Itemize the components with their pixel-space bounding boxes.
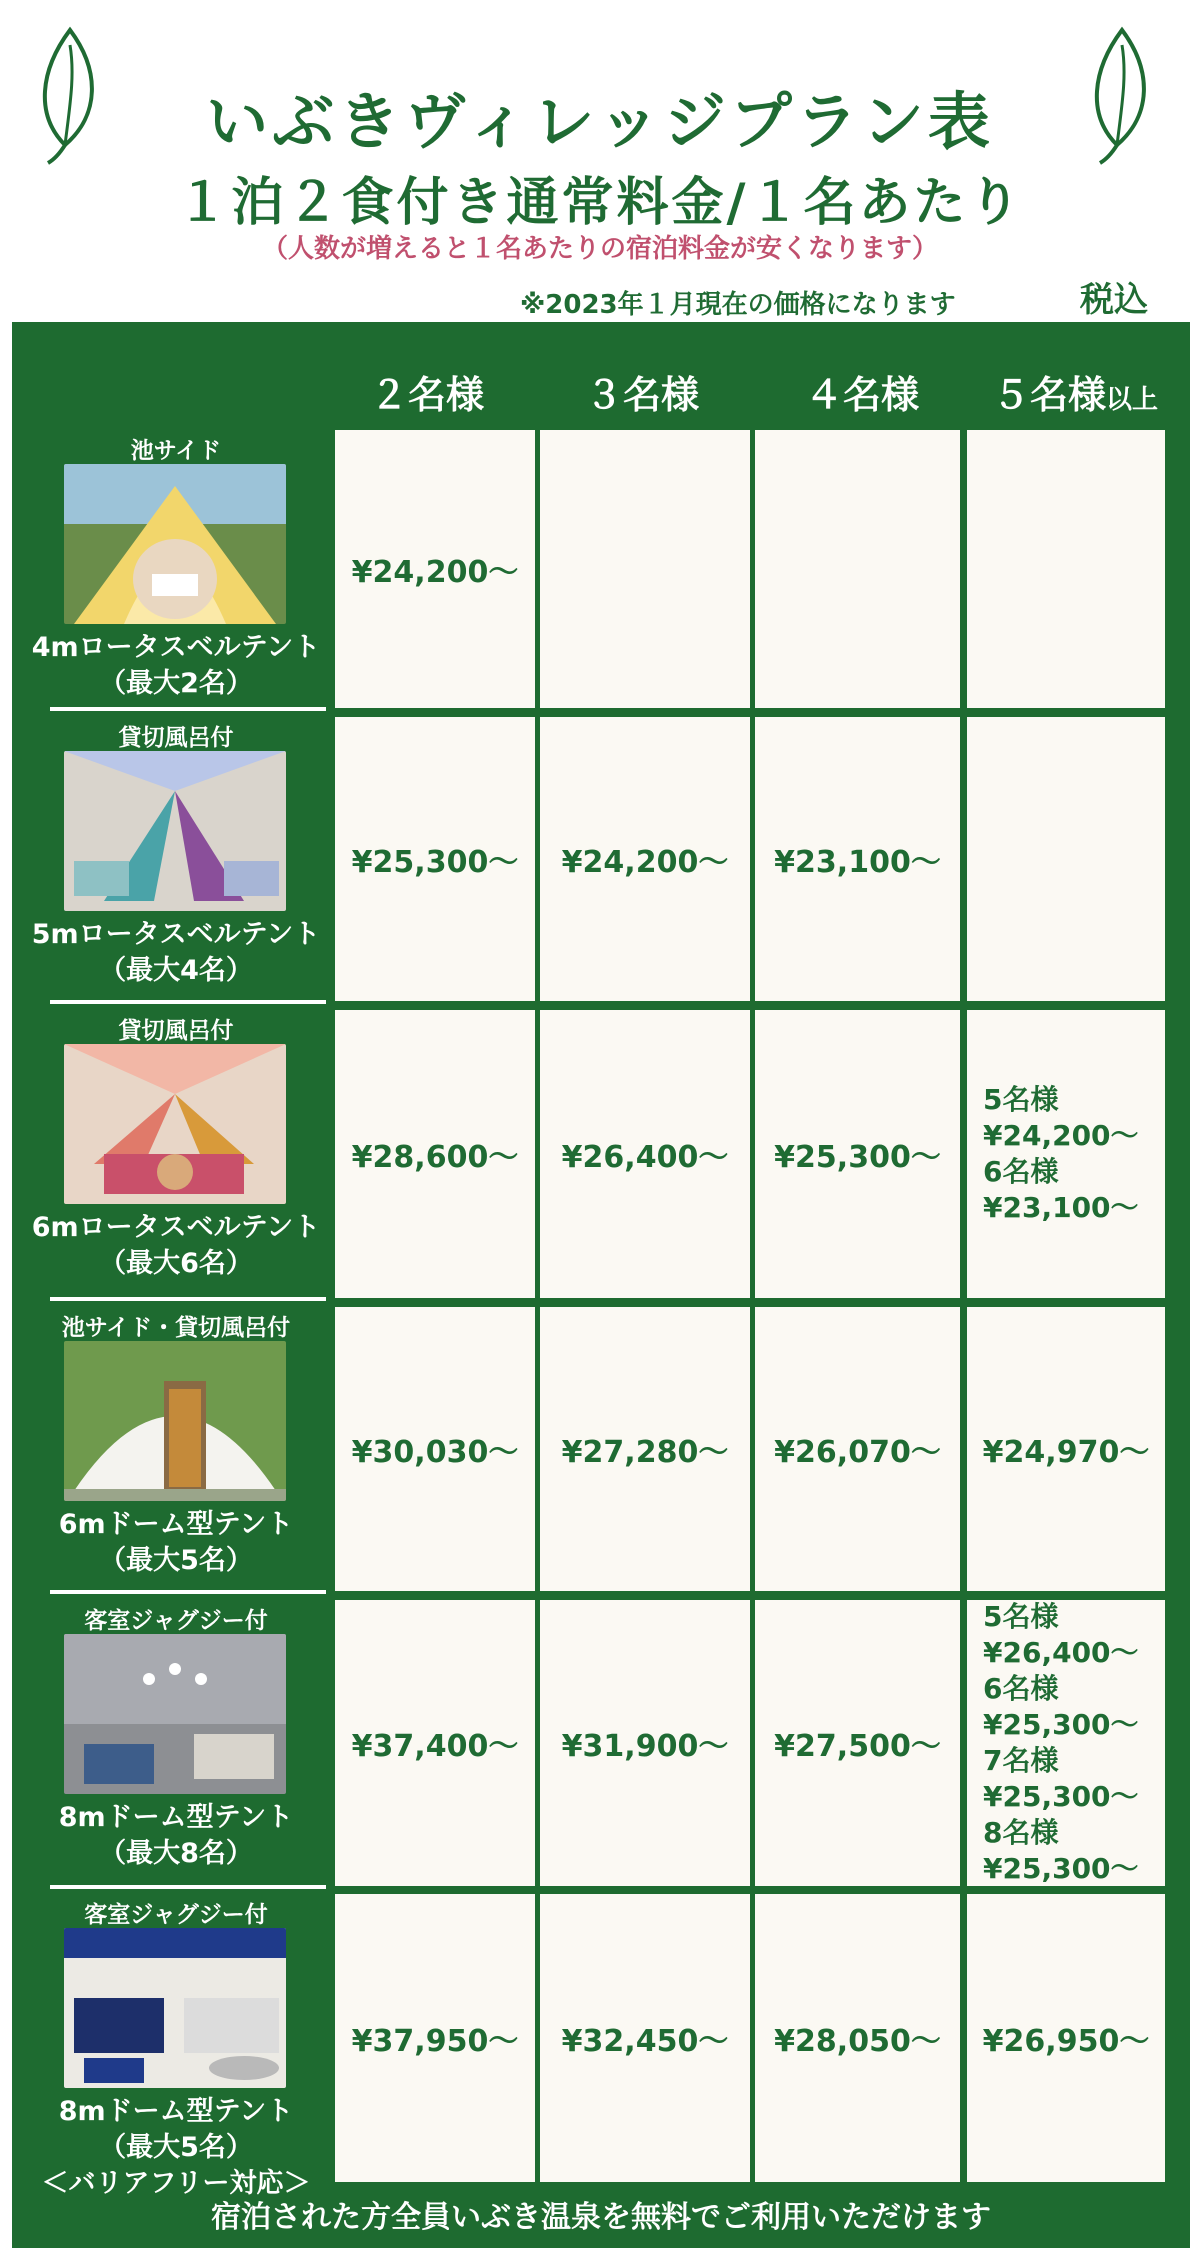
room-photo	[64, 751, 286, 911]
price-table	[12, 322, 1190, 2248]
price-breakdown-line: ¥25,300～	[983, 1852, 1139, 1885]
price-value: ¥25,300～	[774, 1140, 941, 1175]
price-value: ¥26,400～	[561, 1140, 729, 1175]
price-cell	[335, 1307, 535, 1591]
price-cell	[755, 1010, 960, 1298]
room-info	[12, 430, 340, 712]
pricing-note: （人数が増えると１名あたりの宿泊料金が安くなります）	[261, 234, 938, 264]
price-breakdown-line: ¥25,300～	[983, 1708, 1139, 1741]
table-row	[12, 717, 1190, 1005]
price-breakdown-line: 6名様	[983, 1672, 1059, 1705]
room-feature-tag: 池サイド	[130, 438, 222, 464]
price-cell	[967, 1894, 1165, 2182]
price-cell	[540, 717, 750, 1001]
table-row	[12, 430, 1190, 712]
room-name-line: （最大8名）	[99, 1838, 253, 1869]
room-feature-tag: 客室ジャグジー付	[84, 1902, 268, 1928]
price-value: ¥26,950～	[982, 2024, 1150, 2059]
room-name-line: 5mロータスベルテント	[31, 919, 321, 950]
row-divider	[50, 1297, 326, 1301]
room-feature-tag: 貸切風呂付	[118, 725, 234, 751]
room-name-line: （最大5名）	[99, 1545, 253, 1576]
room-photo	[64, 1044, 286, 1204]
column-header-5: ５名様以上	[991, 373, 1159, 417]
room-info	[12, 1010, 340, 1302]
price-value: ¥24,970～	[982, 1435, 1150, 1470]
room-name-line: ＜バリアフリー対応＞	[41, 2168, 311, 2199]
price-cell	[967, 1307, 1165, 1591]
price-cell	[540, 1307, 750, 1591]
price-value: ¥26,070～	[774, 1435, 941, 1470]
price-value: ¥37,400～	[351, 1729, 519, 1764]
price-cell	[335, 717, 535, 1001]
price-value: ¥32,450～	[561, 2024, 729, 2059]
price-date-note: ※2023年１月現在の価格になります	[520, 290, 956, 320]
price-value: ¥28,600～	[351, 1140, 519, 1175]
room-name-line: 8mドーム型テント	[58, 1802, 294, 1833]
room-name-line: 4mロータスベルテント	[31, 632, 321, 663]
column-header-4: ４名様	[804, 373, 919, 417]
price-cell	[967, 1010, 1165, 1298]
room-photo	[64, 1634, 286, 1794]
footer-note: 宿泊された方全員いぶき温泉を無料でご利用いただけます	[211, 2200, 991, 2235]
price-value: ¥24,200～	[351, 555, 519, 590]
table-row	[12, 1894, 1190, 2199]
price-cell	[335, 430, 535, 708]
price-cell	[755, 1307, 960, 1591]
price-value: ¥30,030～	[351, 1435, 519, 1470]
room-name-line: 6mロータスベルテント	[31, 1212, 321, 1243]
price-cell	[755, 430, 960, 708]
room-info	[12, 1894, 340, 2199]
page-subtitle: １泊２食付き通常料金/１名あたり	[176, 173, 1024, 233]
price-breakdown-line: ¥23,100～	[983, 1191, 1139, 1224]
row-divider	[50, 1885, 326, 1889]
price-breakdown-line: ¥26,400～	[983, 1636, 1139, 1669]
column-header-2: ２名様	[369, 373, 484, 417]
room-name-line: （最大4名）	[99, 955, 253, 986]
price-cell	[755, 1600, 960, 1886]
price-value: ¥24,200～	[561, 845, 729, 880]
price-cell	[967, 430, 1165, 708]
price-value: ¥28,050～	[774, 2024, 941, 2059]
row-divider	[50, 707, 326, 711]
price-cell	[335, 1010, 535, 1298]
room-name-line: （最大5名）	[99, 2132, 253, 2163]
page-title: いぶきヴィレッジプラン表	[206, 85, 994, 158]
price-cell	[540, 1894, 750, 2182]
room-feature-tag: 池サイド・貸切風呂付	[61, 1315, 291, 1341]
room-photo	[64, 1928, 286, 2088]
table-row	[12, 1600, 1190, 1890]
room-name-line: （最大6名）	[99, 1248, 253, 1279]
price-cell	[540, 430, 750, 708]
price-value: ¥37,950～	[351, 2024, 519, 2059]
price-breakdown-line: 5名様	[983, 1083, 1059, 1116]
price-value: ¥23,100～	[774, 845, 941, 880]
table-row	[12, 1307, 1190, 1595]
row-divider	[50, 1000, 326, 1004]
table-row	[12, 1010, 1190, 1302]
price-cell	[335, 1600, 535, 1886]
room-info	[12, 717, 340, 1005]
room-name-line: 6mドーム型テント	[58, 1509, 294, 1540]
room-feature-tag: 客室ジャグジー付	[84, 1608, 268, 1634]
price-cell	[967, 1600, 1165, 1886]
room-photo	[64, 1341, 286, 1501]
price-cell	[540, 1600, 750, 1886]
price-cell	[755, 1894, 960, 2182]
price-value: ¥31,900～	[561, 1729, 729, 1764]
price-breakdown-line: ¥25,300～	[983, 1780, 1139, 1813]
row-divider	[50, 1590, 326, 1594]
room-info	[12, 1307, 340, 1595]
room-feature-tag: 貸切風呂付	[118, 1018, 234, 1044]
price-breakdown-line: 5名様	[983, 1600, 1059, 1633]
price-breakdown-line: 8名様	[983, 1816, 1059, 1849]
price-cell	[755, 717, 960, 1001]
room-photo	[64, 464, 286, 624]
room-info	[12, 1600, 340, 1890]
price-breakdown-line: 7名様	[983, 1744, 1059, 1777]
room-name-line: （最大2名）	[99, 668, 253, 699]
price-value: ¥27,500～	[774, 1729, 941, 1764]
room-name-line: 8mドーム型テント	[58, 2096, 294, 2127]
price-breakdown-line: 6名様	[983, 1155, 1059, 1188]
price-cell	[540, 1010, 750, 1298]
price-value: ¥27,280～	[561, 1435, 729, 1470]
column-header-3: ３名様	[584, 373, 699, 417]
price-breakdown-line: ¥24,200～	[983, 1119, 1139, 1152]
price-cell	[335, 1894, 535, 2182]
tax-included-label: 税込	[1080, 280, 1148, 320]
price-value: ¥25,300～	[351, 845, 519, 880]
price-cell	[967, 717, 1165, 1001]
